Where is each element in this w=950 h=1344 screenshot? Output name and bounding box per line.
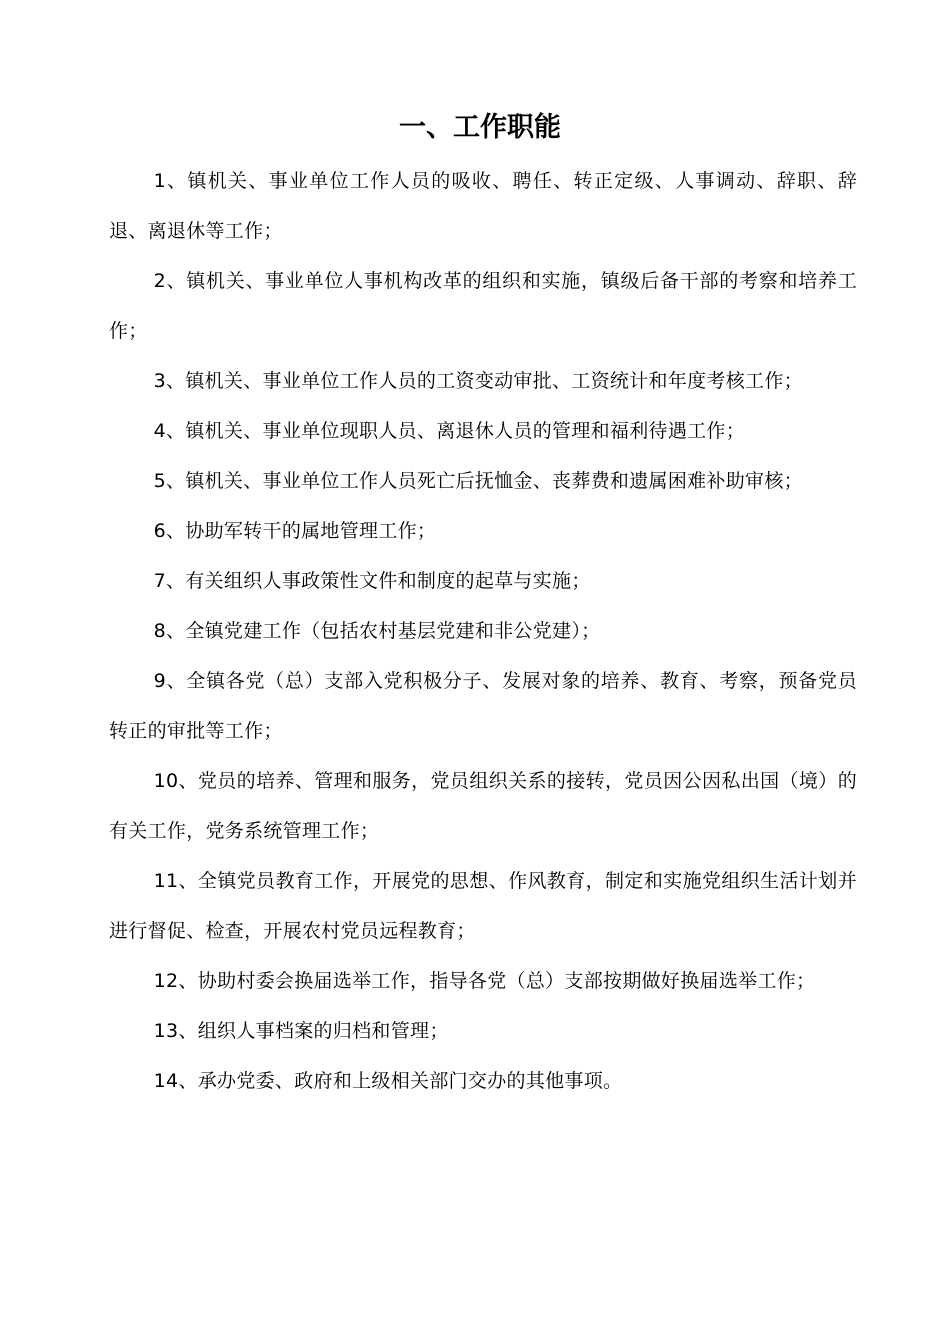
duty-item-13: 13、组织人事档案的归档和管理； (153, 1020, 449, 1042)
duty-item-7: 7、有关组织人事政策性文件和制度的起草与实施； (153, 570, 591, 592)
duty-item-14: 14、承办党委、政府和上级相关部门交办的其他事项。 (153, 1070, 623, 1092)
duty-item-4: 4、镇机关、事业单位现职人员、离退休人员的管理和福利待遇工作； (153, 420, 746, 442)
page-title: 一、工作职能 (399, 112, 561, 143)
duty-item-11: 11、全镇党员教育工作，开展党的思想、作风教育，制定和实施党组织生活计划并进行督促、检查，开展农村党员远程教育； (109, 870, 857, 942)
duty-item-12: 12、协助村委会换届选举工作，指导各党（总）支部按期做好换届选举工作； (153, 970, 816, 992)
duty-item-2: 2、镇机关、事业单位人事机构改革的组织和实施，镇级后备干部的考察和培养工作； (109, 270, 857, 342)
duty-list (109, 156, 857, 1106)
duty-item-6: 6、协助军转干的属地管理工作； (153, 520, 437, 542)
duty-item-10: 10、党员的培养、管理和服务，党员组织关系的接转，党员因公因私出国（境）的有关工作，党务系统管理工作； (109, 770, 857, 842)
duty-item-9: 9、全镇各党（总）支部入党积极分子、发展对象的培养、教育、考察，预备党员转正的审批等工作； (109, 670, 857, 742)
duty-item-5: 5、镇机关、事业单位工作人员死亡后抚恤金、丧葬费和遗属困难补助审核； (153, 470, 803, 492)
duty-item-1: 1、镇机关、事业单位工作人员的吸收、聘任、转正定级、人事调动、辞职、辞退、离退休等工作； (109, 170, 857, 242)
duty-item-3: 3、镇机关、事业单位工作人员的工资变动审批、工资统计和年度考核工作； (153, 370, 803, 392)
duty-item-8: 8、全镇党建工作（包括农村基层党建和非公党建）； (153, 620, 601, 642)
